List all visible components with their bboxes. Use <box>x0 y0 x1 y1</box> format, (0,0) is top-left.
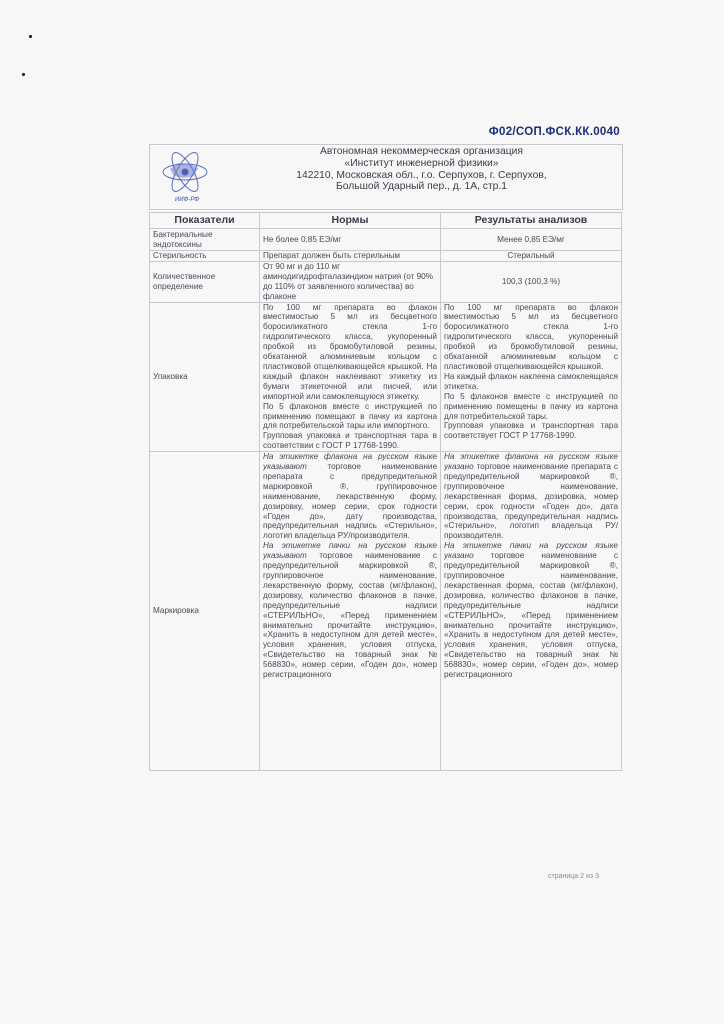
table-row <box>150 302 622 452</box>
column-header-norms: Нормы <box>260 213 441 229</box>
packaging-result-p2: На каждый флакон наклеена самоклеящаяся этикетка. <box>444 371 618 391</box>
org-address-line1: 142210, Московская обл., г.о. Серпухов, г. Серпухов, <box>296 169 547 181</box>
labeling-result-lead2: На этикетке пачки на русском языке указано <box>444 541 618 561</box>
form-code: Ф02/СОП.ФСК.КК.0040 <box>488 126 620 138</box>
indicator-cell: Количественное определение <box>150 261 260 302</box>
table-row <box>150 261 622 302</box>
analysis-table <box>149 212 622 771</box>
indicator-cell: Бактериальные эндотоксины <box>150 229 260 251</box>
org-address-line2: Большой Ударный пер., д. 1А, стр.1 <box>336 181 507 193</box>
labeling-norm-lead2: На этикетке пачки на русском языке указывают <box>263 541 437 561</box>
packaging-result-p1: По 100 мг препарата во флакон вместимостью 5 мл из бесцветного боросиликатного стекла 1-го гидролитического класса, укупоренный пробкой из бромобутиловой резины, обкатанной алюминиевым кольцом с пластиковой отщелкивающейся крышкой. <box>444 302 618 371</box>
table-row <box>150 229 622 251</box>
norm-cell: От 90 мг и до 110 мг аминодигидрофталазиндион натрия (от 90% до 110% от заявленного количества) во флаконе <box>260 261 441 302</box>
org-type: Автономная некоммерческая организация <box>320 146 523 157</box>
page-number: страница 2 из 3 <box>548 873 599 880</box>
norm-cell <box>260 452 441 771</box>
organization-block <box>225 146 618 193</box>
result-cell <box>441 302 622 452</box>
labeling-norm-text1: торговое наименование препарата с предупредительной маркировкой ®, группировочное наименование, лекарственную форму, дозировку, номер серии, срок годности «Годен до», дату производства, предупредительная надпись «Стерильно», логотип владельца РУ/производителя. <box>263 462 437 541</box>
packaging-result-p3: По 5 флаконов вместе с инструкцией по применению помещены в пачку из картона для потребительской тары. <box>444 391 618 421</box>
norm-cell: Не более 0,85 ЕЭ/мг <box>260 229 441 251</box>
scan-speck <box>29 35 32 38</box>
scan-speck <box>22 73 25 76</box>
labeling-result-text1: торговое наименование препарата с предупредительной маркировкой ®, группировочное наименование, лекарственная форма, дозировка, номер серии, срок годности «Годен до», дата производства, предупредительная надпись «Стерильно», логотип владельца РУ/производителя. <box>444 462 618 541</box>
result-cell: 100,3 (100,3 %) <box>441 261 622 302</box>
table-row <box>150 251 622 262</box>
table-header-row <box>150 213 622 229</box>
table-row <box>150 452 622 771</box>
document-header <box>149 144 623 210</box>
packaging-norm-p2: По 5 флаконов вместе с инструкцией по применению помещают в пачку из картона для потребительской тары или импортного. <box>263 401 437 431</box>
indicator-cell: Маркировка <box>150 452 260 771</box>
packaging-result-p4: Групповая упаковка и транспортная тара соответствует ГОСТ Р 17768-1990. <box>444 421 618 441</box>
packaging-norm-p1: По 100 мг препарата во флакон вместимостью 5 мл из бесцветного боросиликатного стекла 1-го гидролитического класса, укупоренный пробкой из бромобутиловой резины, обкатанной алюминиевым кольцом с пластиковой отщелкивающейся крышкой. На каждый флакон наклеивают этикетку из бумаги этикеточной или писчей, или импортной или самоклеящуюся этикетку. <box>263 302 437 401</box>
column-header-indicators: Показатели <box>150 213 260 229</box>
column-header-results: Результаты анализов <box>441 213 622 229</box>
result-cell <box>441 452 622 771</box>
result-cell: Менее 0,85 ЕЭ/мг <box>441 229 622 251</box>
norm-cell <box>260 302 441 452</box>
org-name: «Институт инженерной физики» <box>344 157 499 169</box>
packaging-norm-p3: Групповая упаковка и транспортная тара в соответствии с ГОСТ Р 17768-1990. <box>263 431 437 451</box>
indicator-cell: Упаковка <box>150 302 260 452</box>
labeling-norm-text <box>263 452 437 770</box>
result-cell: Стерильный <box>441 251 622 262</box>
institute-logo <box>158 149 216 205</box>
labeling-norm-lead1: На этикетке флакона на русском языке указывают <box>263 452 437 472</box>
logo-caption: ИИФ-РФ <box>174 197 200 203</box>
labeling-norm-text2: торговое наименование с предупредительной маркировкой ®, группировочное наименование, лекарственную форму, состав (мг/флакон), дозировку, количество флаконов в пачке, предупредительные надписи «СТЕРИЛЬНО», «Перед применением внимательно прочитайте инструкцию», «Хранить в недоступном для детей месте», условия хранения, условия отпуска, «Свидетельство на товарный знак № 568830», номер серии, «Годен до», номер регистрационного <box>263 551 437 680</box>
indicator-cell: Стерильность <box>150 251 260 262</box>
labeling-result-text2: торговое наименование с предупредительной маркировкой ®, группировочное наименование, лекарственная форма, состав (мг/флакон), дозировка, количество флаконов в пачке, предупредительные надписи «СТЕРИЛЬНО», «Перед применением внимательно прочитайте инструкцию», «Хранить в недоступном для детей месте», условия хранения, условия отпуска, «Свидетельство на товарный знак № 568830», номер серии, «Годен до», номер регистрационного <box>444 551 618 680</box>
norm-cell: Препарат должен быть стерильным <box>260 251 441 262</box>
labeling-result-lead1: На этикетке флакона на русском языке указано <box>444 452 618 472</box>
labeling-result-text <box>444 452 618 770</box>
